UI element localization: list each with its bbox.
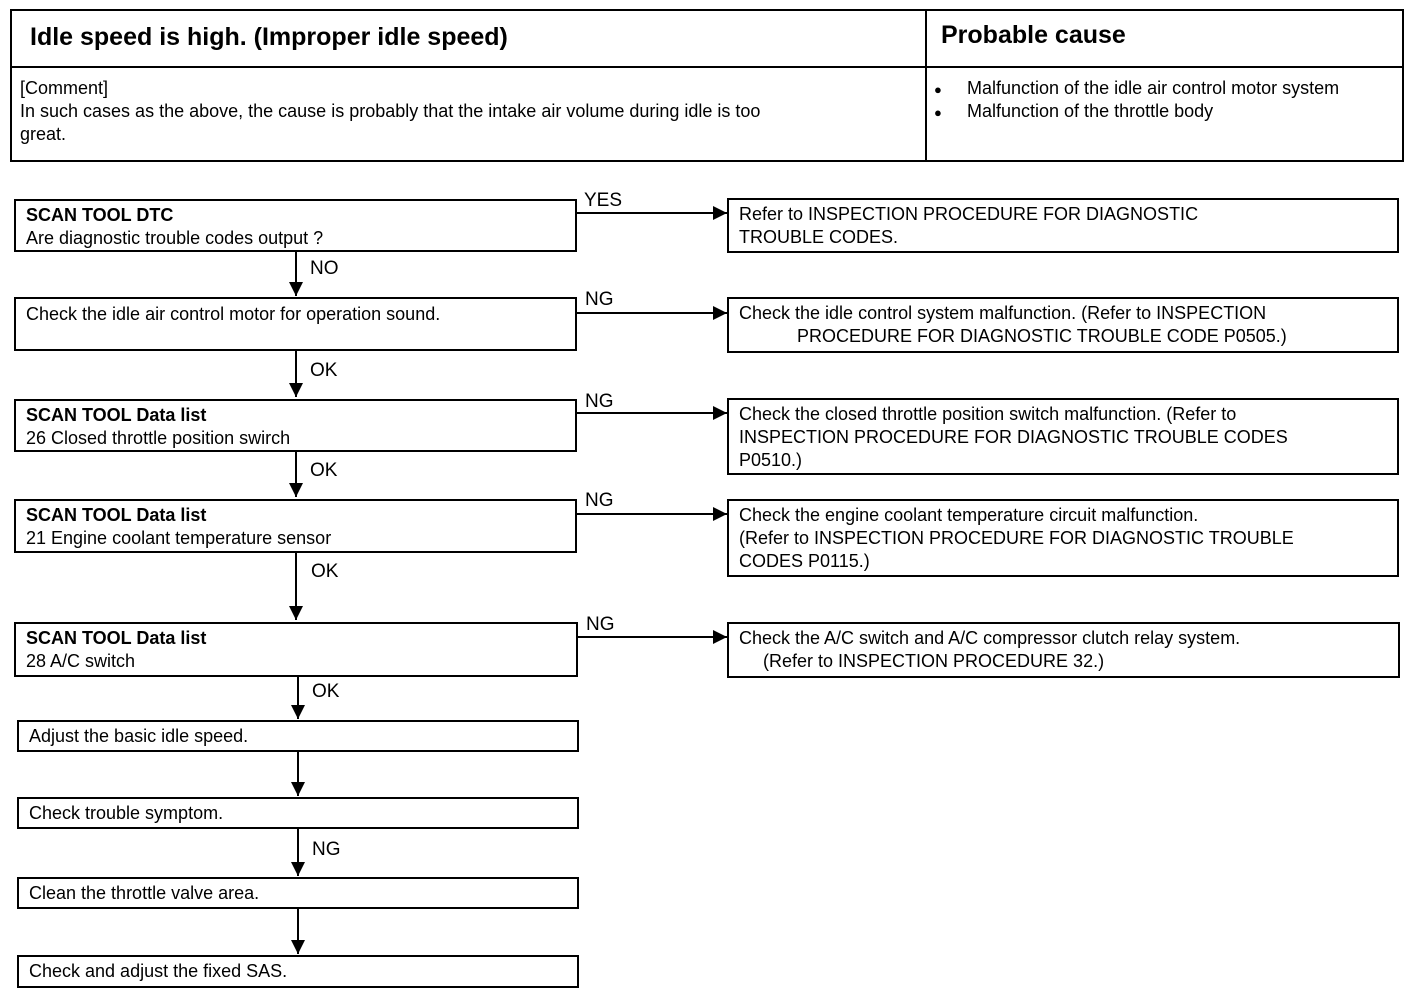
page-title: Idle speed is high. (Improper idle speed)	[30, 23, 508, 51]
result-line: TROUBLE CODES.	[739, 227, 899, 247]
result-line: (Refer to INSPECTION PROCEDURE 32.)	[763, 651, 1105, 671]
step-scan-tool-dtc	[14, 199, 577, 252]
step-title: SCAN TOOL DTC	[26, 205, 174, 225]
branch-label-ng: NG	[586, 614, 615, 635]
result-closed-throttle-switch	[727, 398, 1399, 475]
step-data-list-28	[14, 622, 578, 677]
comment-line-1: In such cases as the above, the cause is probably that the intake air volume during idle is too	[20, 101, 761, 121]
step-check-iac-motor-sound	[14, 297, 577, 351]
result-line: P0510.)	[739, 450, 803, 470]
step-adjust-fixed-sas	[17, 955, 579, 988]
result-idle-control-system	[727, 297, 1399, 353]
flow-label-ok: OK	[312, 681, 340, 702]
step-text: Adjust the basic idle speed.	[29, 726, 249, 746]
step-title: SCAN TOOL Data list	[26, 628, 207, 648]
step-text: Check the idle air control motor for operation sound.	[26, 304, 441, 324]
cause-item-2: ● Malfunction of the throttle body	[967, 100, 1407, 123]
result-line: PROCEDURE FOR DIAGNOSTIC TROUBLE CODE P0505.)	[797, 326, 1287, 346]
comment-label: [Comment]	[20, 78, 109, 98]
step-text: Clean the throttle valve area.	[29, 883, 260, 903]
branch-label-ng: NG	[585, 289, 614, 310]
result-line: Check the engine coolant temperature circuit malfunction.	[739, 505, 1199, 525]
cause-item-1: ● Malfunction of the idle air control motor system	[967, 77, 1407, 100]
step-text: 26 Closed throttle position swirch	[26, 428, 291, 448]
step-clean-throttle-valve	[17, 877, 579, 909]
result-ac-switch-relay	[727, 622, 1400, 678]
comment-line-2: great.	[20, 124, 67, 144]
result-coolant-temp-circuit	[727, 499, 1399, 577]
result-line: Check the A/C switch and A/C compressor clutch relay system.	[739, 628, 1241, 648]
branch-label-ng: NG	[585, 391, 614, 412]
step-check-trouble-symptom	[17, 797, 579, 829]
step-data-list-21	[14, 499, 577, 553]
result-line: Check the closed throttle position switch malfunction. (Refer to	[739, 404, 1237, 424]
flow-label-ok: OK	[310, 460, 338, 481]
result-line: (Refer to INSPECTION PROCEDURE FOR DIAGNOSTIC TROUBLE	[739, 528, 1294, 548]
result-line: CODES P0115.)	[739, 551, 870, 571]
result-refer-dtc	[727, 198, 1399, 253]
probable-cause-title: Probable cause	[941, 21, 1126, 49]
step-text: Check trouble symptom.	[29, 803, 224, 823]
result-line: Refer to INSPECTION PROCEDURE FOR DIAGNOSTIC	[739, 204, 1199, 224]
step-text: 28 A/C switch	[26, 651, 136, 671]
flow-label-ok: OK	[310, 360, 338, 381]
branch-label-ng: NG	[585, 490, 614, 511]
branch-label-yes: YES	[584, 190, 623, 211]
step-title: SCAN TOOL Data list	[26, 505, 207, 525]
step-adjust-idle-speed	[17, 720, 579, 752]
flow-label-no: NO	[310, 258, 339, 279]
step-text: Are diagnostic trouble codes output ?	[26, 228, 324, 248]
flow-label-ok: OK	[311, 561, 339, 582]
flow-label-ng: NG	[312, 839, 341, 860]
result-line: INSPECTION PROCEDURE FOR DIAGNOSTIC TROUBLE CODES	[739, 427, 1288, 447]
result-line: Check the idle control system malfunction. (Refer to INSPECTION	[739, 303, 1267, 323]
step-text: Check and adjust the fixed SAS.	[29, 961, 288, 981]
step-data-list-26	[14, 399, 577, 452]
step-text: 21 Engine coolant temperature sensor	[26, 528, 332, 548]
step-title: SCAN TOOL Data list	[26, 405, 207, 425]
